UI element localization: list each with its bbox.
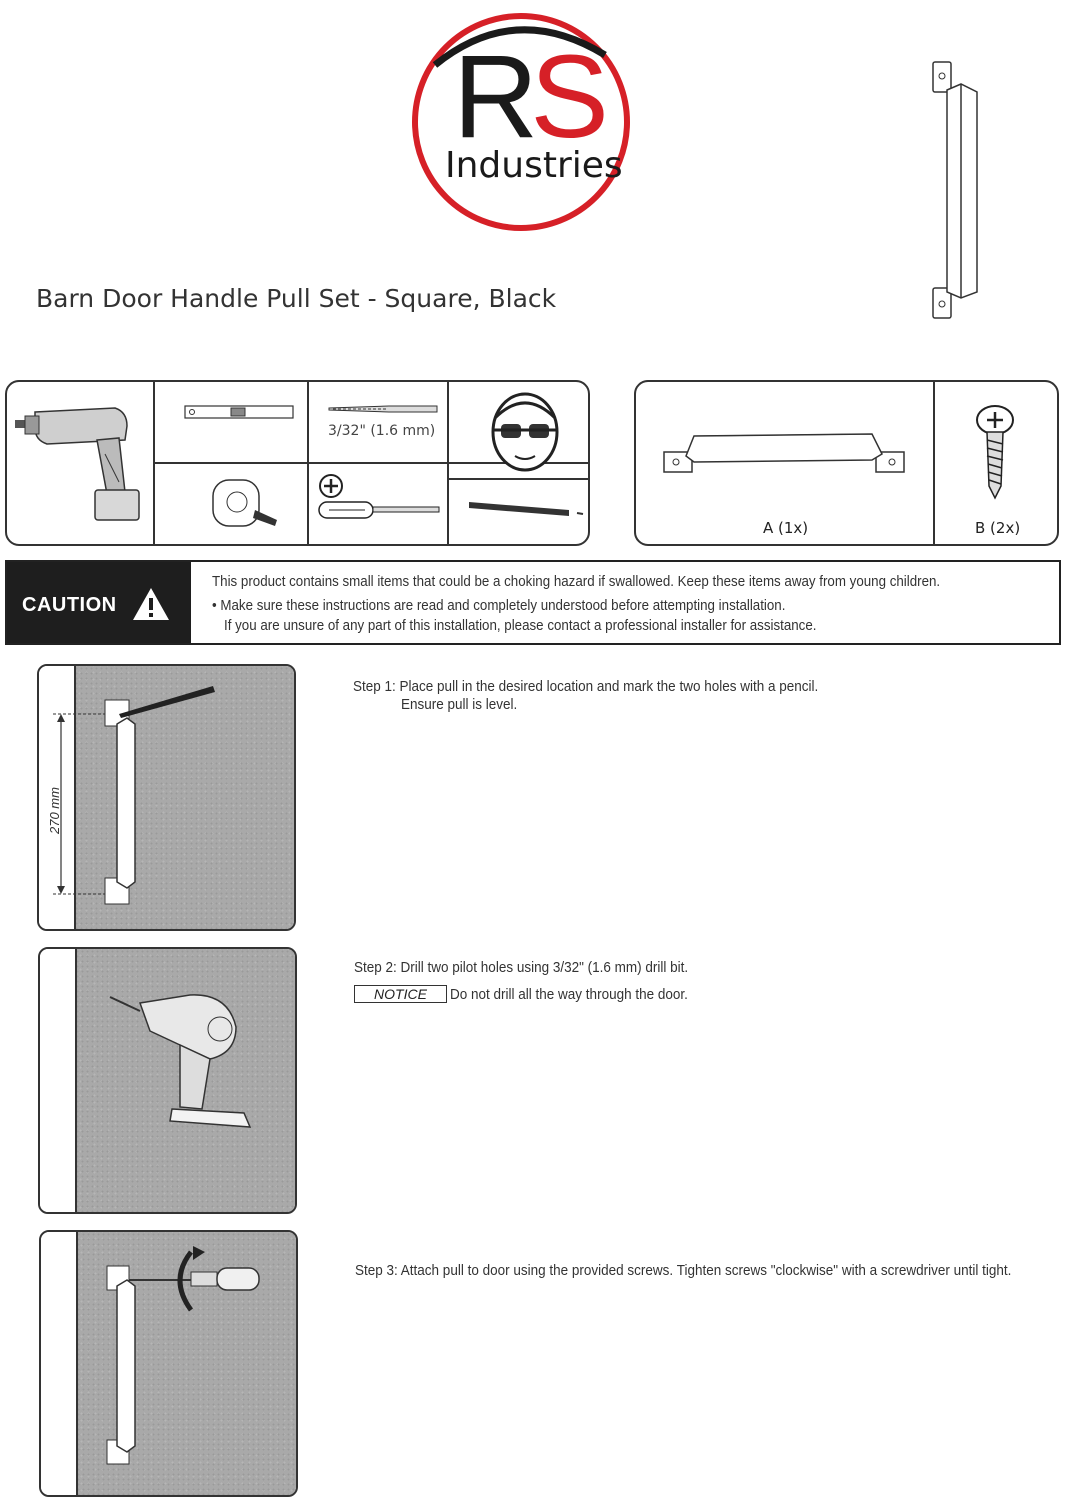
part-a-label: A (1x) bbox=[763, 519, 809, 537]
warning-icon bbox=[131, 586, 171, 622]
tools-panel bbox=[5, 380, 590, 546]
notice-badge: NOTICE bbox=[354, 985, 447, 1003]
caution-line-2: • Make sure these instructions are read and completely understood before attempting installation. bbox=[212, 598, 786, 614]
step-2-illustration bbox=[38, 947, 297, 1214]
step-1-dimension: 270 mm bbox=[47, 787, 62, 834]
screwdriver-icon bbox=[309, 464, 447, 546]
part-b-screw-icon bbox=[935, 382, 1059, 512]
caution-label: CAUTION bbox=[22, 594, 117, 616]
level-icon bbox=[155, 382, 307, 462]
step-2-text: Step 2: Drill two pilot holes using 3/32" (1.6 mm) drill bit. bbox=[354, 959, 689, 976]
step-3-illustration bbox=[39, 1230, 298, 1497]
step-3-text: Step 3: Attach pull to door using the provided screws. Tighten screws "clockwise" with a screwdriver until tight. bbox=[355, 1262, 1012, 1279]
drill-icon bbox=[7, 382, 153, 546]
caution-line-1: This product contains small items that could be a choking hazard if swallowed. Keep these items away from young children. bbox=[212, 574, 941, 590]
parts-panel bbox=[634, 380, 1059, 546]
logo-name: Industries bbox=[445, 145, 623, 186]
logo-graphic bbox=[405, 5, 635, 235]
drill-bit-label: 3/32" (1.6 mm) bbox=[328, 423, 436, 439]
caution-banner bbox=[5, 560, 1061, 645]
logo-mark: RS bbox=[453, 31, 601, 163]
brand-logo bbox=[405, 5, 635, 235]
part-b-label: B (2x) bbox=[975, 519, 1021, 537]
caution-tag bbox=[7, 562, 191, 643]
notice-text: Do not drill all the way through the door. bbox=[450, 986, 688, 1003]
part-a-pull-icon bbox=[636, 382, 933, 512]
step-1-subtext: Ensure pull is level. bbox=[401, 696, 518, 713]
step-1-illustration bbox=[37, 664, 296, 931]
tape-measure-icon bbox=[155, 464, 307, 546]
pencil-icon bbox=[449, 480, 590, 546]
drill-bit-icon bbox=[309, 382, 447, 462]
handle-illustration bbox=[925, 60, 985, 325]
safety-glasses-icon bbox=[449, 382, 590, 478]
caution-line-3: If you are unsure of any part of this installation, please contact a professional installer for assistance. bbox=[224, 618, 817, 634]
step-1-text: Step 1: Place pull in the desired location and mark the two holes with a pencil. bbox=[353, 678, 819, 695]
document-title: Barn Door Handle Pull Set - Square, Black bbox=[36, 284, 557, 313]
